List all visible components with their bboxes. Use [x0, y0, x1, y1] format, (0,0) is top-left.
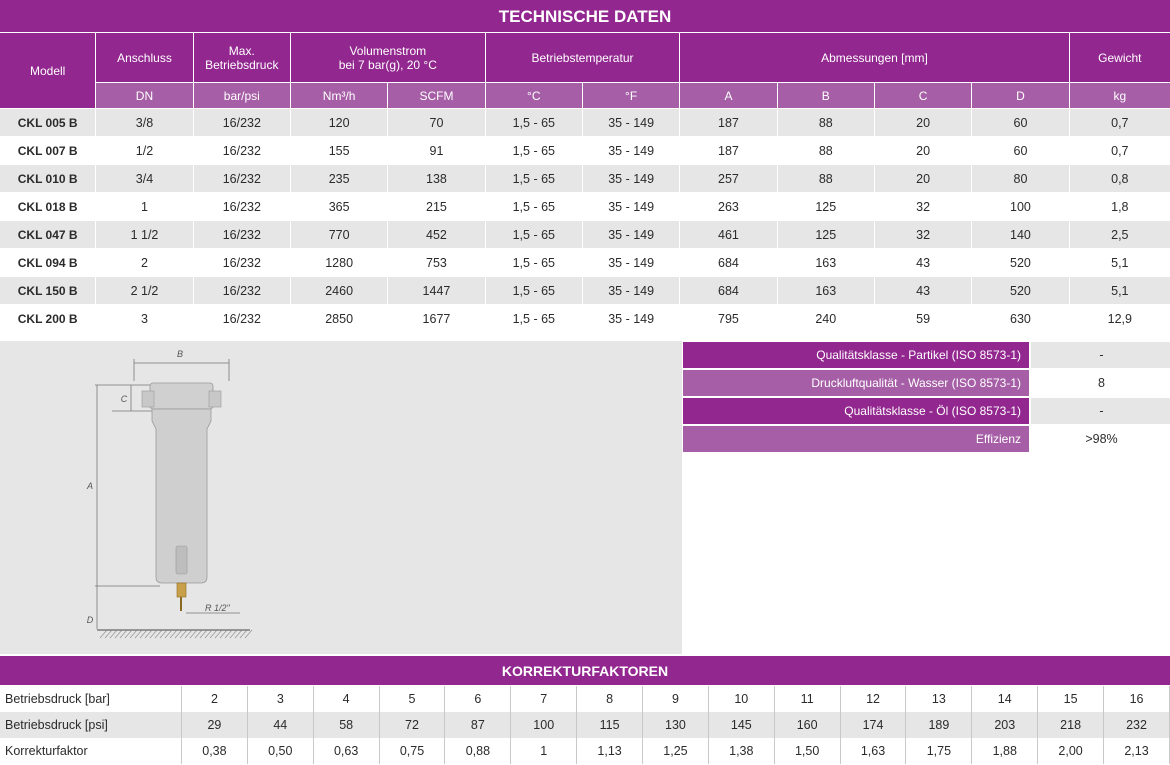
cell-b: 88 — [778, 165, 875, 193]
unit-a: A — [680, 83, 777, 109]
header-modell: Modell — [0, 33, 96, 109]
tech-body — [0, 109, 1170, 333]
unit-celsius: °C — [486, 83, 583, 109]
korr-cell: 1,63 — [841, 738, 907, 764]
korr-cell: 6 — [445, 686, 511, 712]
cell-dn: 2 1/2 — [96, 277, 193, 305]
cell-c: 1,5 - 65 — [486, 221, 583, 249]
unit-fahrenheit: °F — [583, 83, 680, 109]
cell-a: 684 — [680, 249, 777, 277]
cell-dn: 3/8 — [96, 109, 193, 137]
cell-a: 187 — [680, 109, 777, 137]
cell-b: 163 — [778, 249, 875, 277]
cell-b: 88 — [778, 137, 875, 165]
cell-b: 240 — [778, 305, 875, 333]
korr-cell: 1,50 — [775, 738, 841, 764]
header-gewicht: Gewicht — [1070, 33, 1170, 83]
props-value: 8 — [1029, 370, 1170, 398]
unit-dn: DN — [96, 83, 193, 109]
cell-druck: 16/232 — [194, 165, 291, 193]
korr-cell: 145 — [709, 712, 775, 738]
cell-c: 1,5 - 65 — [486, 109, 583, 137]
header-druck — [194, 33, 291, 83]
korr-cell: 58 — [314, 712, 380, 738]
header-abmessungen: Abmessungen [mm] — [680, 33, 1069, 83]
table-row — [0, 221, 1170, 249]
korr-cell: 13 — [906, 686, 972, 712]
korr-cell: 218 — [1038, 712, 1104, 738]
cell-d: 80 — [972, 165, 1069, 193]
cell-scfm: 91 — [388, 137, 485, 165]
cell-model: CKL 010 B — [0, 165, 96, 193]
header-druck-line2: Betriebsdruck — [205, 57, 279, 72]
cell-nm3h: 2850 — [291, 305, 388, 333]
cell-c: 1,5 - 65 — [486, 165, 583, 193]
cell-f: 35 - 149 — [583, 221, 680, 249]
cell-f: 35 - 149 — [583, 137, 680, 165]
props-label: Druckluftqualität - Wasser (ISO 8573-1) — [683, 370, 1029, 398]
korr-cell: 8 — [577, 686, 643, 712]
korr-label: Betriebsdruck [bar] — [0, 686, 182, 712]
korr-cell: 160 — [775, 712, 841, 738]
cell-nm3h: 770 — [291, 221, 388, 249]
unit-barpsi: bar/psi — [194, 83, 291, 109]
cell-model: CKL 047 B — [0, 221, 96, 249]
cell-kg: 5,1 — [1070, 277, 1170, 305]
unit-d: D — [972, 83, 1069, 109]
korr-cell: 2,00 — [1038, 738, 1104, 764]
korr-cell: 16 — [1104, 686, 1170, 712]
korr-cell: 14 — [972, 686, 1038, 712]
cell-kg: 0,7 — [1070, 109, 1170, 137]
header-druck-line1: Max. — [228, 43, 255, 58]
cell-d: 60 — [972, 137, 1069, 165]
korr-label: Korrekturfaktor — [0, 738, 182, 764]
props-row — [683, 426, 1170, 454]
label-r: R 1/2" — [205, 603, 230, 613]
cell-nm3h: 365 — [291, 193, 388, 221]
cell-model: CKL 018 B — [0, 193, 96, 221]
cell-b: 88 — [778, 109, 875, 137]
cell-kg: 0,8 — [1070, 165, 1170, 193]
cell-f: 35 - 149 — [583, 277, 680, 305]
label-d: D — [86, 615, 94, 625]
cell-f: 35 - 149 — [583, 165, 680, 193]
korr-cell: 10 — [709, 686, 775, 712]
props-value: >98% — [1029, 426, 1170, 454]
korr-cell: 15 — [1038, 686, 1104, 712]
cell-d: 100 — [972, 193, 1069, 221]
tech-header-row — [0, 33, 1170, 83]
cell-c: 1,5 - 65 — [486, 137, 583, 165]
korr-cell: 44 — [248, 712, 314, 738]
cell-c: 1,5 - 65 — [486, 249, 583, 277]
korr-cell: 189 — [906, 712, 972, 738]
cell-a: 461 — [680, 221, 777, 249]
cell-nm3h: 2460 — [291, 277, 388, 305]
cell-cdim: 32 — [875, 193, 972, 221]
korr-cell: 115 — [577, 712, 643, 738]
cell-a: 187 — [680, 137, 777, 165]
korr-cell: 232 — [1104, 712, 1170, 738]
cell-b: 125 — [778, 193, 875, 221]
filter-dimension-drawing-icon — [0, 341, 682, 654]
korr-cell: 7 — [511, 686, 577, 712]
header-volumen-line2: bei 7 bar(g), 20 °C — [338, 57, 437, 72]
korr-cell: 130 — [643, 712, 709, 738]
korr-cell: 0,50 — [248, 738, 314, 764]
table-row — [0, 165, 1170, 193]
table-row — [0, 137, 1170, 165]
cell-kg: 2,5 — [1070, 221, 1170, 249]
cell-scfm: 1447 — [388, 277, 485, 305]
cell-c: 1,5 - 65 — [486, 193, 583, 221]
filter-drawing — [0, 341, 682, 654]
label-b: B — [176, 349, 184, 359]
korr-cell: 2,13 — [1104, 738, 1170, 764]
cell-d: 630 — [972, 305, 1069, 333]
table-row — [0, 109, 1170, 137]
cell-dn: 2 — [96, 249, 193, 277]
korr-cell: 5 — [380, 686, 446, 712]
korr-cell: 174 — [841, 712, 907, 738]
unit-nm3h: Nm³/h — [291, 83, 388, 109]
korr-cell: 2 — [182, 686, 248, 712]
cell-druck: 16/232 — [194, 193, 291, 221]
unit-kg: kg — [1070, 83, 1170, 109]
korr-row-bar — [0, 686, 1170, 712]
cell-nm3h: 235 — [291, 165, 388, 193]
cell-b: 163 — [778, 277, 875, 305]
korr-title: KORREKTURFAKTOREN — [0, 656, 1170, 685]
cell-a: 263 — [680, 193, 777, 221]
tech-unit-row — [0, 83, 1170, 109]
cell-model: CKL 150 B — [0, 277, 96, 305]
cell-c: 1,5 - 65 — [486, 305, 583, 333]
cell-dn: 3/4 — [96, 165, 193, 193]
cell-d: 140 — [972, 221, 1069, 249]
cell-druck: 16/232 — [194, 277, 291, 305]
korr-cell: 0,88 — [445, 738, 511, 764]
cell-kg: 12,9 — [1070, 305, 1170, 333]
cell-druck: 16/232 — [194, 221, 291, 249]
header-anschluss: Anschluss — [96, 33, 193, 83]
korr-cell: 1,13 — [577, 738, 643, 764]
props-row — [683, 342, 1170, 370]
cell-f: 35 - 149 — [583, 193, 680, 221]
cell-a: 257 — [680, 165, 777, 193]
cell-b: 125 — [778, 221, 875, 249]
table-row — [0, 277, 1170, 305]
cell-scfm: 452 — [388, 221, 485, 249]
cell-druck: 16/232 — [194, 109, 291, 137]
korr-cell: 1,25 — [643, 738, 709, 764]
korr-cell: 4 — [314, 686, 380, 712]
korr-label: Betriebsdruck [psi] — [0, 712, 182, 738]
header-volumen-line1: Volumenstrom — [349, 43, 427, 58]
cell-model: CKL 007 B — [0, 137, 96, 165]
cell-scfm: 138 — [388, 165, 485, 193]
korr-cell: 1,75 — [906, 738, 972, 764]
label-a: A — [86, 481, 94, 491]
korr-cell: 203 — [972, 712, 1038, 738]
korr-cell: 0,38 — [182, 738, 248, 764]
unit-b: B — [778, 83, 875, 109]
cell-c: 1,5 - 65 — [486, 277, 583, 305]
unit-scfm: SCFM — [388, 83, 485, 109]
props-label: Qualitätsklasse - Partikel (ISO 8573-1) — [683, 342, 1029, 370]
table-row — [0, 249, 1170, 277]
cell-cdim: 59 — [875, 305, 972, 333]
cell-a: 795 — [680, 305, 777, 333]
unit-c: C — [875, 83, 972, 109]
props-value: - — [1029, 342, 1170, 370]
cell-cdim: 43 — [875, 277, 972, 305]
cell-dn: 3 — [96, 305, 193, 333]
cell-d: 520 — [972, 249, 1069, 277]
cell-scfm: 70 — [388, 109, 485, 137]
cell-f: 35 - 149 — [583, 249, 680, 277]
cell-d: 60 — [972, 109, 1069, 137]
cell-kg: 1,8 — [1070, 193, 1170, 221]
cell-nm3h: 120 — [291, 109, 388, 137]
cell-model: CKL 094 B — [0, 249, 96, 277]
korr-cell: 1,38 — [709, 738, 775, 764]
korr-cell: 1 — [511, 738, 577, 764]
cell-kg: 5,1 — [1070, 249, 1170, 277]
korr-cell: 0,63 — [314, 738, 380, 764]
header-temp: Betriebstemperatur — [486, 33, 681, 83]
korr-row-psi — [0, 712, 1170, 738]
cell-a: 684 — [680, 277, 777, 305]
cell-cdim: 43 — [875, 249, 972, 277]
props-table — [683, 342, 1170, 454]
cell-druck: 16/232 — [194, 305, 291, 333]
korr-cell: 29 — [182, 712, 248, 738]
cell-scfm: 753 — [388, 249, 485, 277]
header-volumen — [291, 33, 486, 83]
cell-scfm: 215 — [388, 193, 485, 221]
korr-cell: 87 — [445, 712, 511, 738]
korr-cell: 12 — [841, 686, 907, 712]
cell-kg: 0,7 — [1070, 137, 1170, 165]
cell-druck: 16/232 — [194, 137, 291, 165]
cell-dn: 1/2 — [96, 137, 193, 165]
table-row — [0, 305, 1170, 333]
korr-cell: 100 — [511, 712, 577, 738]
cell-cdim: 20 — [875, 109, 972, 137]
cell-d: 520 — [972, 277, 1069, 305]
korr-cell: 11 — [775, 686, 841, 712]
cell-cdim: 20 — [875, 137, 972, 165]
props-row — [683, 370, 1170, 398]
korr-cell: 9 — [643, 686, 709, 712]
props-value: - — [1029, 398, 1170, 426]
korr-table — [0, 686, 1170, 764]
korr-cell: 72 — [380, 712, 446, 738]
korr-row-faktor — [0, 738, 1170, 764]
props-row — [683, 398, 1170, 426]
props-label: Effizienz — [683, 426, 1029, 454]
korr-cell: 0,75 — [380, 738, 446, 764]
cell-f: 35 - 149 — [583, 109, 680, 137]
cell-dn: 1 1/2 — [96, 221, 193, 249]
cell-model: CKL 005 B — [0, 109, 96, 137]
cell-nm3h: 155 — [291, 137, 388, 165]
table-row — [0, 193, 1170, 221]
label-c: C — [120, 394, 128, 404]
cell-scfm: 1677 — [388, 305, 485, 333]
cell-f: 35 - 149 — [583, 305, 680, 333]
cell-model: CKL 200 B — [0, 305, 96, 333]
cell-druck: 16/232 — [194, 249, 291, 277]
tech-table — [0, 33, 1170, 333]
cell-cdim: 20 — [875, 165, 972, 193]
korr-cell: 3 — [248, 686, 314, 712]
cell-cdim: 32 — [875, 221, 972, 249]
cell-nm3h: 1280 — [291, 249, 388, 277]
tech-title: TECHNISCHE DATEN — [0, 0, 1170, 32]
korr-cell: 1,88 — [972, 738, 1038, 764]
cell-dn: 1 — [96, 193, 193, 221]
props-label: Qualitätsklasse - Öl (ISO 8573-1) — [683, 398, 1029, 426]
